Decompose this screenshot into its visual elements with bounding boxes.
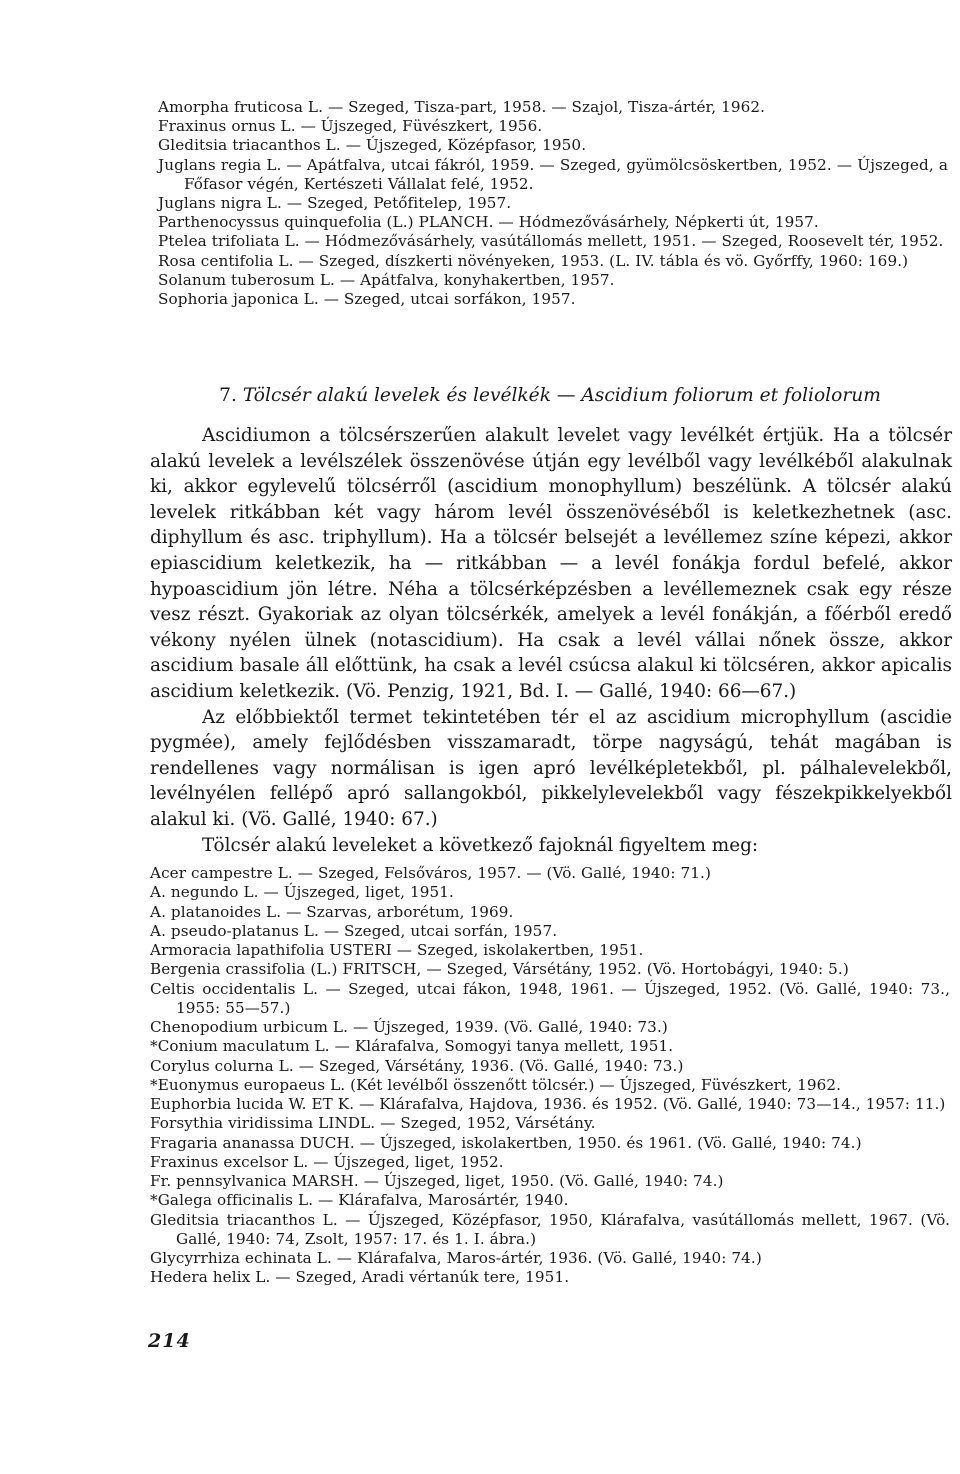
body-text xyxy=(150,423,952,858)
page-number: 214 xyxy=(148,1330,191,1352)
list-entry: Acer campestre L. — Szeged, Felsőváros, 1957. — (Vö. Gallé, 1940: 71.) xyxy=(150,864,711,882)
list-entry: Fraxinus ornus L. — Újszeged, Füvészkert, 1956. xyxy=(158,117,543,136)
list-entry: Juglans nigra L. — Szeged, Petőfitelep, 1957. xyxy=(158,194,512,213)
list-entry: Euphorbia lucida W. ET K. — Klárafalva, Hajdova, 1936. és 1952. (Vö. Gallé, 1940: 73—14., 1957: 11.) xyxy=(150,1095,946,1113)
list-entry: Forsythia viridissima LINDL. — Szeged, 1952, Vársétány. xyxy=(150,1114,596,1133)
list-entry: Armoracia lapathifolia USTERI — Szeged, iskolakertben, 1951. xyxy=(150,941,644,959)
list-entry: Bergenia crassifolia (L.) FRITSCH, — Szeged, Vársétány, 1952. (Vö. Hortobágyi, 1940: 5.) xyxy=(150,960,849,979)
list-entry: *Galega officinalis L. — Klárafalva, Marosártér, 1940. xyxy=(150,1191,569,1210)
list-entry: Gleditsia triacanthos L. — Újszeged, Középfasor, 1950, Klárafalva, vasútállomás mellett, 1967. (Vö. Gallé, 1940: 74, Zsolt, 1957: 17. és 1. I. ábra.) xyxy=(150,1210,950,1248)
list-entry: *Conium maculatum L. — Klárafalva, Somogyi tanya mellett, 1951. xyxy=(150,1037,674,1056)
body-paragraph: Ascidiumon a tölcsérszerűen alakult levelet vagy levélkét értjük. Ha a tölcsér alakú levelek a levélszélek összenövése útján egy levélből vagy levélkéből alakulnak ki, akkor egylevelű tölcsérről (ascidium monophyllum) beszélünk. A tölcsér alakú levelek ritkábban két vagy három levél összenövéséből is keletkezhetnek (asc. diphyllum és asc. triphyllum). Ha a tölcsér belsejét a levéllemez színe képezi, akkor epiascidium keletkezik, ha — ritkábban — a levél fonákja fordul befelé, akkor hypoascidium jön létre. Néha a tölcsérképzésben a levéllemeznek csak egy része vesz részt. Gyakoriak az olyan tölcsérkék, amelyek a levél fonákján, a főérből eredő vékony nyélen ülnek (notascidium). Ha csak a levél vállai nőnek össze, akkor ascidium basale áll előttünk, ha csak a levél csúcsa alakul ki tölcséren, akkor apicalis ascidium keletkezik. (Vö. Penzig, 1921, Bd. I. — Gallé, 1940: 66—67.) xyxy=(150,425,952,702)
list-entry: A. platanoides L. — Szarvas, arborétum, 1969. xyxy=(150,902,514,921)
list-entry: Rosa centifolia L. — Szeged, díszkerti növényeken, 1953. (L. IV. tábla és vö. Győrffy, 1960: 169.) xyxy=(158,251,909,270)
section-heading xyxy=(150,383,950,409)
list-entry: Fr. pennsylvanica MARSH. — Újszeged, liget, 1950. (Vö. Gallé, 1940: 74.) xyxy=(150,1172,724,1190)
list-entry: Gleditsia triacanthos L. — Újszeged, Középfasor, 1950. xyxy=(158,136,587,155)
list-entry: Glycyrrhiza echinata L. — Klárafalva, Maros-ártér, 1936. (Vö. Gallé, 1940: 74.) xyxy=(150,1249,762,1267)
body-paragraph: Az előbbiektől termet tekintetében tér el az ascidium microphyllum (ascidie pygmée), amely fejlődésben visszamaradt, törpe nagyságú, tehát magában is rendellenes vagy normálisan is igen apró levélképletekből, pl. pálhalevelekből, levélnyélen fellépő apró sallangokból, pikkelylevelekből vagy fészekpikkelyekből alakul ki. (Vö. Gallé, 1940: 67.) xyxy=(150,706,952,830)
section-number: 7. xyxy=(219,385,237,406)
section-title: Tölcsér alakú levelek és levélkék — Ascidium foliorum et foliolorum xyxy=(242,385,881,406)
list-entry: Celtis occidentalis L. — Szeged, utcai fákon, 1948, 1961. — Újszeged, 1952. (Vö. Gallé, 1940: 73., 1955: 55—57.) xyxy=(150,979,950,1017)
list-entry: Chenopodium urbicum L. — Újszeged, 1939. (Vö. Gallé, 1940: 73.) xyxy=(150,1018,668,1036)
list-entry: Ptelea trifoliata L. — Hódmezővásárhely, vasútállomás mellett, 1951. — Szeged, Roosevelt tér, 1952. xyxy=(158,232,944,251)
species-list-top xyxy=(158,98,948,309)
list-entry: A. negundo L. — Újszeged, liget, 1951. xyxy=(150,883,454,902)
list-entry: Corylus colurna L. — Szeged, Vársétány, 1936. (Vö. Gallé, 1940: 73.) xyxy=(150,1056,684,1075)
list-entry: Amorpha fruticosa L. — Szeged, Tisza-part, 1958. — Szajol, Tisza-ártér, 1962. xyxy=(158,98,766,116)
list-entry: Fragaria ananassa DUCH. — Újszeged, iskolakertben, 1950. és 1961. (Vö. Gallé, 1940: 74.) xyxy=(150,1133,862,1152)
species-list-bottom xyxy=(150,864,950,1288)
list-entry: Fraxinus excelsor L. — Újszeged, liget, 1952. xyxy=(150,1152,504,1171)
list-entry: Solanum tuberosum L. — Apátfalva, konyhakertben, 1957. xyxy=(158,270,615,289)
list-entry: Hedera helix L. — Szeged, Aradi vértanúk tere, 1951. xyxy=(150,1268,570,1287)
list-entry: Parthenocyssus quinquefolia (L.) PLANCH. — Hódmezővásárhely, Népkerti út, 1957. xyxy=(158,213,819,232)
list-entry: Juglans regia L. — Apátfalva, utcai fákról, 1959. — Szeged, gyümölcsöskertben, 1952. — Újszeged, a Főfasor végén, Kertészeti Vállalat felé, 1952. xyxy=(158,155,948,193)
list-intro: Tölcsér alakú leveleket a következő fajoknál figyeltem meg: xyxy=(202,834,759,856)
list-entry: *Euonymus europaeus L. (Két levélből összenőtt tölcsér.) — Újszeged, Füvészkert, 1962. xyxy=(150,1075,842,1094)
list-entry: A. pseudo-platanus L. — Szeged, utcai sorfán, 1957. xyxy=(150,921,558,940)
list-entry: Sophoria japonica L. — Szeged, utcai sorfákon, 1957. xyxy=(158,290,576,309)
